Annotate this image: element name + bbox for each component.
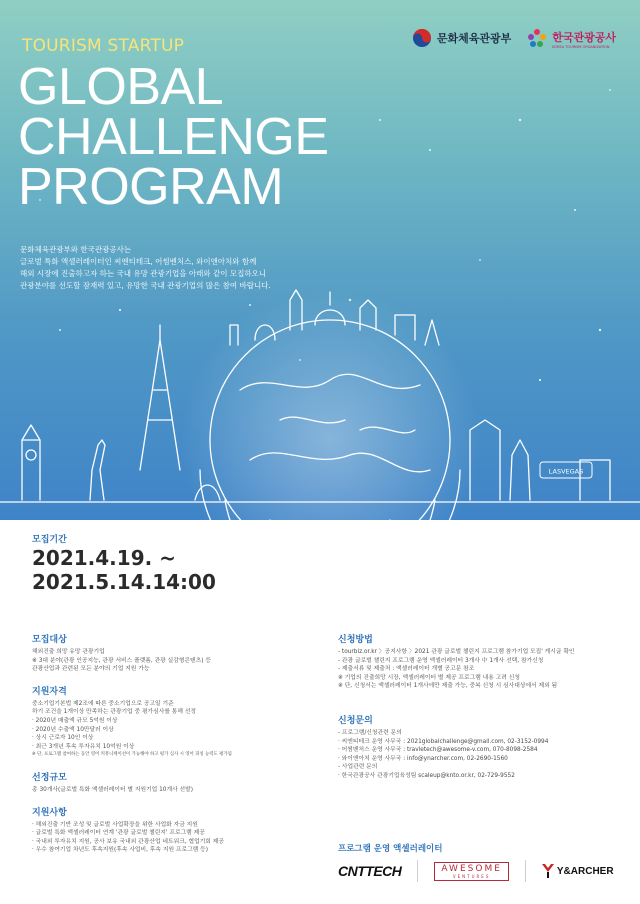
title-line: GLOBAL	[18, 58, 224, 116]
section-line: · 어썸벤처스 운영 사무국 : travletech@awesome-v.com, 070-8098-2584	[338, 747, 538, 754]
intro-line: 글로벌 특화 액셀러레이터인 씨엔티테크, 어썸벤처스, 와이앤아처와 함께	[20, 257, 257, 266]
las-vegas-sign	[540, 462, 592, 478]
section-line: ※ 기업의 진출희망 시장, 액셀러레이터 별 제공 프로그램 내용 고려 신청	[338, 674, 520, 681]
section-line: · 국내외 투자유치 지원, 공사 보유 국내외 관광산업 네트워크, 협업기회 제공	[32, 838, 224, 845]
period-start: 2021.4.19. ~	[32, 546, 176, 570]
ministry-logo	[412, 28, 511, 48]
kto-subtitle: KOREA TOURISM ORGANIZATION	[552, 45, 610, 49]
right-column	[338, 632, 628, 791]
taegeuk-icon	[412, 28, 432, 48]
section-title: 신청문의	[338, 715, 373, 726]
section-line: 중소기업기본법 제2조에 따른 중소기업으로 공고일 기준	[32, 700, 174, 707]
section-line: · 우수 참여기업 차년도 후속지원(후속 사업비, 후속 지원 프로그램 등)	[32, 847, 208, 854]
intro-line: 해외 시장에 진출하고자 하는 국내 유망 관광기업을 아래와 같이 모집하오니	[20, 269, 267, 278]
period-end: 2021.5.14.14:00	[32, 570, 216, 594]
logo-divider	[417, 860, 418, 882]
sign-text: LASVEGAS	[548, 467, 584, 476]
awesome-sub: VENTURES	[452, 873, 491, 879]
period-label: 모집기간	[32, 535, 67, 545]
section-support	[32, 805, 322, 855]
section-line: · 2020년 매출액 규모 5억원 이상	[32, 717, 118, 724]
section-line: 관광산업과 관련된 모든 분야의 기업 지원 가능	[32, 666, 150, 673]
section-line: 하기 조건을 1개이상 만족하는 관광기업 중 평가심사를 통해 선정	[32, 709, 197, 716]
section-eligibility	[32, 684, 322, 760]
kto-name: 한국관광공사	[552, 31, 616, 44]
ministry-name: 문화체육관광부	[436, 31, 512, 45]
section-line: - tourbiz.or.kr 〉공지사항 〉2021 관광 글로벌 챌린지 프로그램 참가기업 모집' 게시글 확인	[338, 649, 575, 655]
section-line: - 프로그램/신청관련 문의	[338, 729, 402, 736]
kto-flower-icon	[527, 28, 547, 48]
kto-text-block	[552, 26, 616, 49]
section-title: 선정규모	[32, 772, 67, 783]
intro-paragraph	[20, 244, 300, 292]
ynarcher-logo	[542, 864, 614, 878]
section-line: 해외진출 희망 유망 관광기업	[32, 649, 105, 655]
section-line: · 와이앤아처 운영 사무국 : info@ynarcher.com, 02-2690-1560	[338, 755, 508, 762]
section-line: ※ 3대 분야(관광 인공지능, 관광 서비스 플랫폼, 관광 실감형콘텐츠) 등	[32, 657, 211, 664]
logo-divider	[525, 860, 526, 882]
tagline: TOURISM STARTUP	[22, 36, 185, 56]
left-column	[32, 632, 322, 865]
section-title: 모집대상	[32, 635, 67, 645]
section-title: 신청방법	[338, 635, 373, 645]
ynarcher-name: Y&ARCHER	[556, 865, 614, 877]
section-target	[32, 632, 322, 674]
accelerators-label: 프로그램 운영 액셀러레이터	[338, 844, 443, 854]
section-line: · 해외진출 기반 조성 및 글로벌 사업확장을 위한 사업화 자금 지원	[32, 821, 198, 828]
ynarcher-mark-icon	[542, 864, 554, 878]
awesome-name: AWESOME	[441, 863, 502, 874]
cnttech-logo: CNTTECH	[338, 863, 402, 879]
sponsor-logos	[412, 26, 616, 49]
page-title	[18, 58, 329, 216]
kto-logo	[527, 26, 616, 49]
section-title: 지원자격	[32, 686, 67, 697]
section-line: 총 30개사(글로벌 특화 액셀러레이터 별 지원기업 10개사 선발)	[32, 786, 193, 793]
period-dates	[32, 546, 216, 594]
accelerator-logos	[338, 860, 614, 882]
section-line: - 제출서류 및 제출처 : 액셀러레이터 개별 공고문 참조	[338, 666, 475, 673]
section-line: · 상시 근로자 10인 이상	[32, 735, 94, 742]
title-line: CHALLENGE	[18, 108, 329, 166]
section-line: · 씨엔티테크 운영 사무국 : 2021globalchallenge@gmail.com, 02-3152-0994	[338, 738, 549, 745]
section-line: · 2020년 수출액 10만달러 이상	[32, 726, 114, 733]
section-line: - 관광 글로벌 챌린지 프로그램 운영 액셀러레이터 3개사 中 1개사 선택, 참가신청	[338, 657, 544, 664]
section-line: · 글로벌 특화 액셀러레이터 연계 '관광 글로벌 챌린지' 프로그램 제공	[32, 830, 205, 837]
section-scale	[32, 770, 322, 795]
section-note: ※ 단, 프로그램 참여하는 동안 영어 커뮤니케이션이 가능해야 하고 평가 심사 시 영어 피칭 능력도 평가됨	[32, 752, 232, 758]
title-line: PROGRAM	[18, 158, 284, 216]
section-line: - 사업관련 문의	[338, 764, 378, 771]
section-line: · 한국관광공사 관광기업육성팀 scaleup@knto.or.kr, 02-729-9552	[338, 772, 515, 779]
section-line: ※ 단, 신청서는 액셀러레이터 1개사에만 제출 가능, 중복 신청 시 심사대상에서 제외 됨	[338, 683, 558, 690]
intro-line: 관광분야를 선도할 잠재력 있고, 유망한 국내 관광기업의 많은 참여 바랍니다.	[20, 281, 271, 290]
section-line: · 최근 3개년 후속 투자유치 10억원 이상	[32, 743, 135, 750]
intro-line: 문화체육관광부와 한국관광공사는	[20, 245, 132, 254]
section-title: 지원사항	[32, 807, 67, 818]
section-contact	[338, 713, 628, 781]
awesome-logo	[434, 862, 509, 881]
section-apply	[338, 632, 628, 691]
